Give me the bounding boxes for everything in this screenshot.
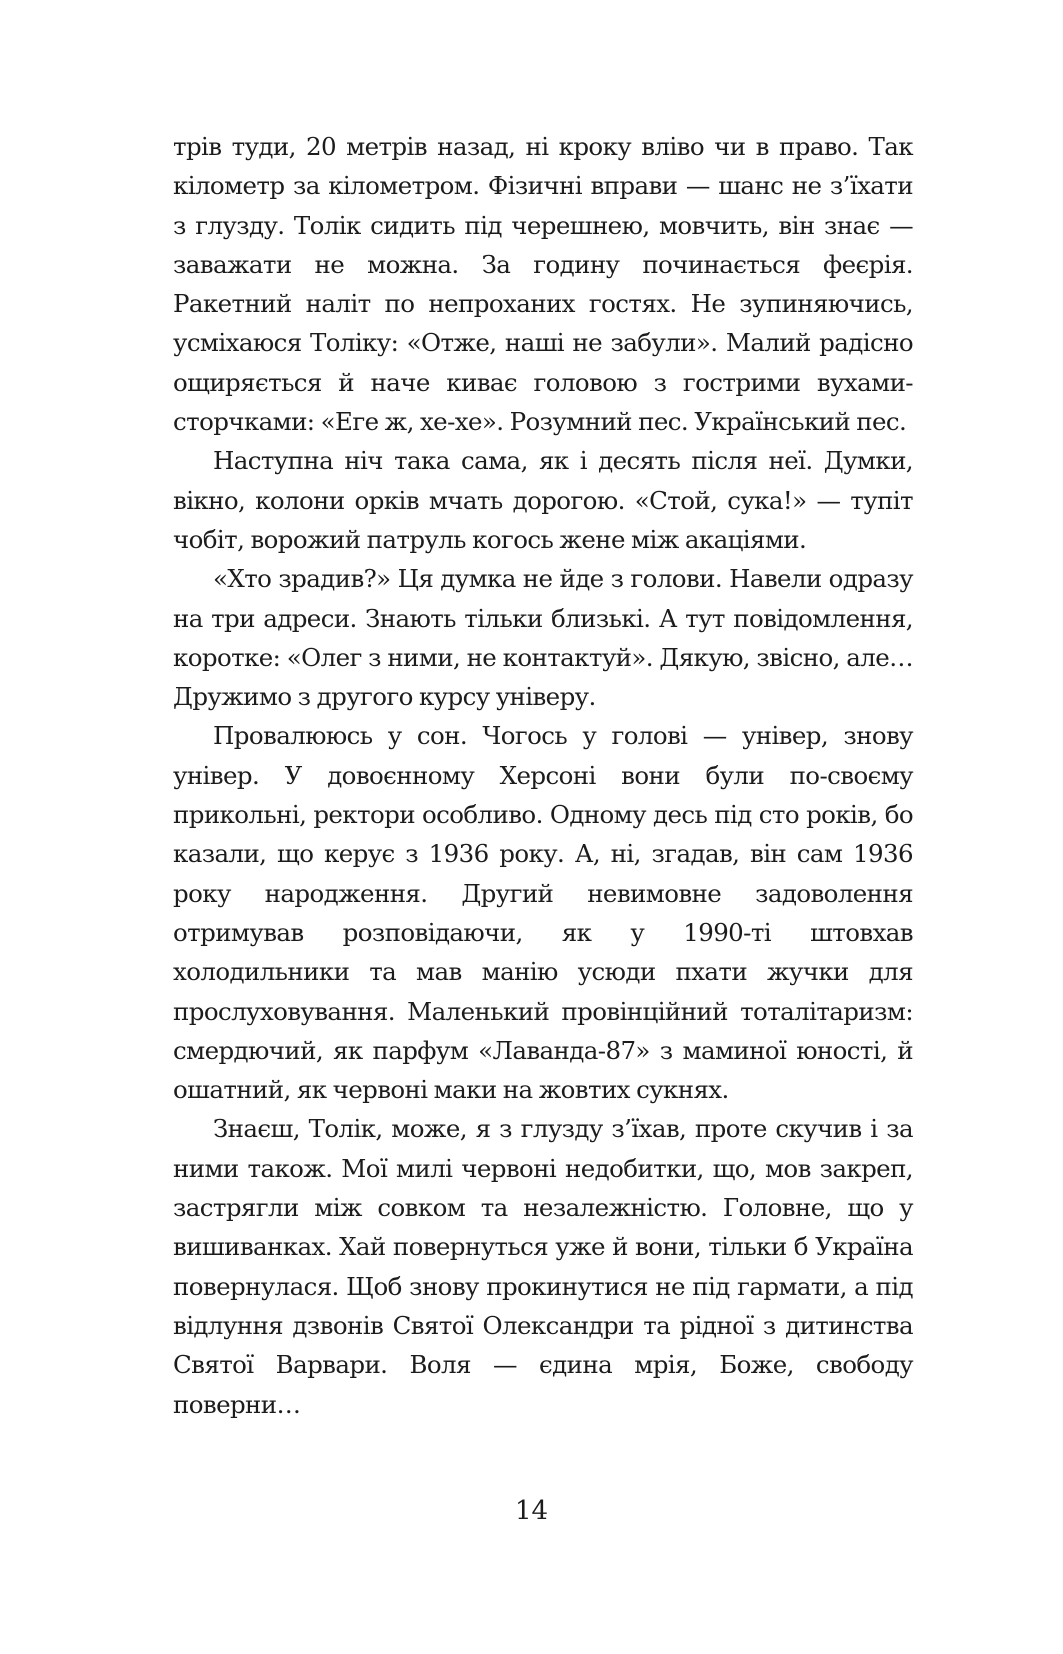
paragraph-4: Провалююсь у сон. Чогось у голові — універ, знову універ. У довоєнному Херсоні вони були по-своєму прикольні, ректори особливо. Одному десь під сто років, бо казали, що керує з 1936 року. А, ні, згадав, він сам 1936 року народження. Другий невимовне задоволення отримував розповідаючи, як у 1990-ті штовхав холодильники та мав манію усюди пхати жучки для прослуховування. Маленький провінційний тоталітаризм: смердючий, як парфум «Лаванда-87» з маминої юності, й ошатний, як червоні маки на жовтих сукнях. xyxy=(173,721,913,1105)
paragraph-5: Знаєш, Толік, може, я з глузду з’їхав, проте скучив і за ними також. Мої милі червоні недобитки, що, мов закреп, застрягли між совком та незалежністю. Головне, що у вишиванках. Хай повернуться уже й вони, тільки б Україна повернулася. Щоб знову прокинутися не під гармати, а під відлуння дзвонів Святої Олександри та рідної з дитинства Святої Варвари. Воля — єдина мрія, Боже, свободу поверни… xyxy=(173,1114,913,1419)
paragraph-3: «Хто зрадив?» Ця думка не йде з голови. Навели одразу на три адреси. Знають тільки близькі. А тут повідомлення, коротке: «Олег з ними, не контактуй». Дякую, звісно, але… Дружимо з другого курсу універу. xyxy=(173,564,913,712)
page-number: 14 xyxy=(514,1496,549,1526)
paragraph-1: трів туди, 20 метрів назад, ні кроку вліво чи в право. Так кілометр за кілометром. Фізичні вправи — шанс не з’їхати з глузду. Толік сидить під черешнею, мовчить, він знає — заважати не можна. За годину починається феєрія. Ракетний наліт по непроханих гостях. Не зупиняючись, усміхаюся Толіку: «Отже, наші не забули». Малий радісно ощиряється й наче киває головою з гострими вухами-сторчками: «Еге ж, хе-хе». Розумний пес. Український пес. xyxy=(173,132,913,437)
paragraph-2: Наступна ніч така сама, як і десять після неї. Думки, вікно, колони орків мчать дорогою. «Стой, сука!» — тупіт чобіт, ворожий патруль когось жене між акаціями. xyxy=(173,446,913,554)
body-text xyxy=(173,127,913,1424)
